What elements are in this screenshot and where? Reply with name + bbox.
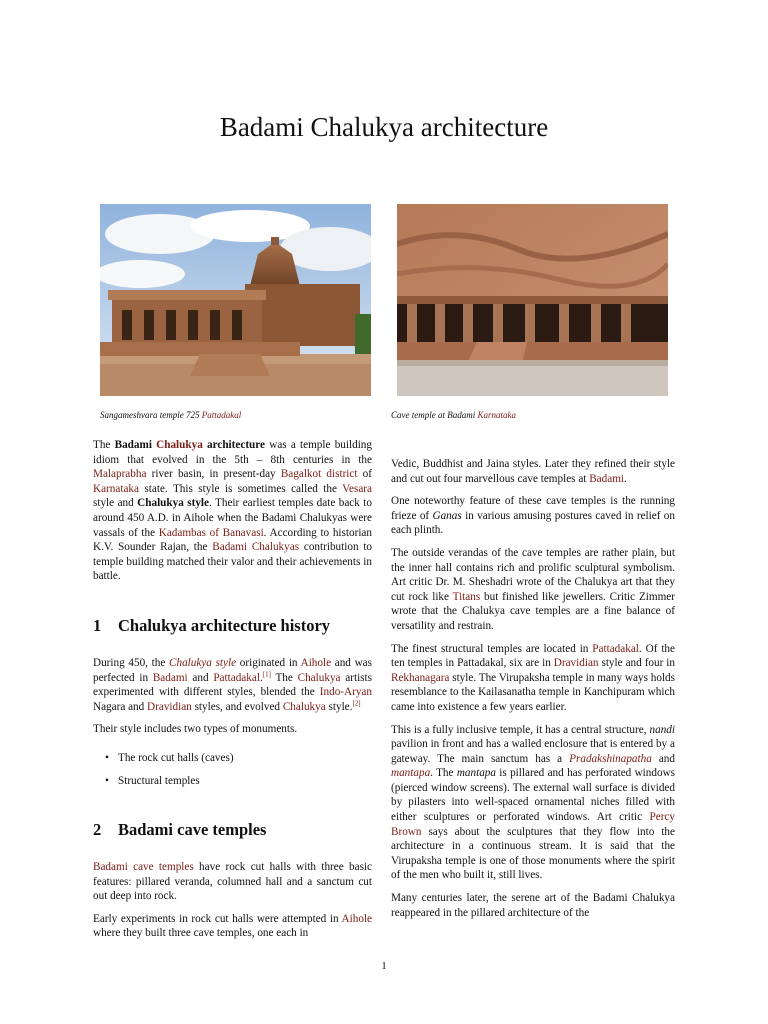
caption-link[interactable]: Karnataka [477, 410, 516, 420]
link-pradakshinapatha[interactable]: Pradakshinapatha [569, 752, 652, 765]
paragraph: Early experiments in rock cut halls were attempted in Aihole where they built three cave temples, one each in [93, 912, 372, 940]
cave-temple-photo[interactable] [397, 204, 668, 396]
figure-caption [100, 410, 371, 420]
list-item: • Structural temples [105, 774, 372, 789]
link-bagalkot[interactable]: Bagalkot district [280, 468, 358, 481]
figure-cave-temple [397, 204, 668, 396]
caption-text: Sangameshvara temple 725 [100, 410, 202, 420]
paragraph: This is a fully inclusive temple, it has a central structure, nandi pavilion in front and has a walled enclosure that is entered by a gateway. The main sanctum has a Pradakshinapatha and mantapa. The mantapa is pillared and has perforated windows (pierced window screens). The external wall surface is divided by pilasters into well-spaced ornamental niches filled with either sculptures or perforated windows. Art critic Percy Brown says about the sculptures that they flow into the architecture in a continuous stream. It is said that the Virupaksha temple is one of those monuments where the spirit of the men who built it, still lives. [391, 723, 675, 882]
paragraph: Vedic, Buddhist and Jaina styles. Later they refined their style and cut out four marvellous cave temples at Badami. [391, 458, 675, 485]
link-dravidian[interactable]: Dravidian [147, 700, 192, 713]
paragraph: During 450, the Chalukya style originated in Aihole and was perfected in Badami and Pattadakal.[1] The Chalukya artists experimented with different styles, blended the Indo-Aryan Nagara and Dravidian styles, and evolved Chalukya style.[2] [93, 656, 372, 713]
link-rekhanagara[interactable]: Rekhanagara [391, 671, 450, 684]
link-aihole[interactable]: Aihole [341, 912, 372, 925]
page-number: 1 [381, 960, 387, 972]
figure-caption [391, 410, 662, 420]
right-column [391, 457, 675, 928]
caption-text: Cave temple at Badami [391, 410, 478, 420]
link-chalukya[interactable]: Chalukya [156, 439, 203, 451]
link-vesara[interactable]: Vesara [342, 482, 372, 495]
link-aihole[interactable]: Aihole [300, 656, 332, 669]
link-titans[interactable]: Titans [452, 590, 481, 603]
link-chalukya[interactable]: Chalukya [297, 671, 341, 684]
reference-link[interactable]: [1] [262, 669, 271, 678]
link-badami[interactable]: Badami [589, 472, 625, 485]
reference-link[interactable]: [2] [352, 698, 361, 707]
left-column [93, 438, 372, 949]
page-title: Badami Chalukya architecture [219, 112, 549, 142]
link-badami-cave-temples[interactable]: Badami cave temples [93, 861, 194, 874]
link-percy-brown[interactable]: Percy Brown [391, 811, 675, 838]
link-karnataka[interactable]: Karnataka [93, 482, 139, 495]
section-heading: 1 Chalukya architecture history [93, 615, 331, 635]
link-chalukya[interactable]: Chalukya [282, 700, 326, 713]
figure-sangameshvara [100, 204, 371, 396]
paragraph: Badami cave temples have rock cut halls with three basic features: pillared veranda, columned hall and a sanctum cut out deep into rock. [93, 861, 372, 903]
temple-photo[interactable] [100, 204, 371, 396]
link-pattadakal[interactable]: Pattadakal [592, 642, 639, 655]
link-dravidian[interactable]: Dravidian [553, 657, 599, 670]
paragraph: Many centuries later, the serene art of the Badami Chalukya reappeared in the pillared architecture of the [391, 892, 675, 919]
section-heading: 2 Badami cave temples [93, 820, 267, 840]
paragraph: One noteworthy feature of these cave temples is the running frieze of Ganas in various amusing postures caved in relief on each plinth. [391, 495, 675, 537]
link-indo-aryan[interactable]: Indo-Aryan [319, 686, 372, 699]
paragraph: The outside verandas of the cave temples are rather plain, but the inner hall contains rich and prolific sculptural symbolism. Art critic Dr. M. Sheshadri wrote of the Chalukya art that they cut rock like Titans but finished like jewellers. Critic Zimmer wrote that the Chalukya cave temples are a fine balance of versatility and restrain. [391, 546, 675, 632]
intro-paragraph: The Badami Chalukya architecture was a temple building idiom that evolved in the 5th – 8th centuries in the Malaprabha river basin, in present-day Bagalkot district of Karnataka state. This style is sometimes called the Vesara style and Chalukya style. Their earliest temples date back to around 450 A.D. in Aihole when the Badami Chalukyas were vassals of the Kadambas of Banavasi. According to historian K.V. Sounder Rajan, the Badami Chalukyas contribution to temple building matched their valor and their achievements in battle. [93, 439, 373, 583]
link-pattadakal[interactable]: Pattadakal [213, 671, 260, 684]
monument-types-list [93, 751, 372, 788]
link-badami[interactable]: Badami [152, 671, 188, 684]
link-mantapa[interactable]: mantapa [391, 767, 431, 780]
link-kadambas[interactable]: Kadambas of Banavasi [158, 526, 264, 539]
caption-link[interactable]: Pattadakal [201, 410, 242, 420]
link-badami-chalukyas[interactable]: Badami Chalukyas [212, 541, 300, 554]
paragraph: Their style includes two types of monuments. [93, 723, 298, 736]
paragraph: The finest structural temples are located in Pattadakal. Of the ten temples in Pattadakal, six are in Dravidian style and four in Rekhanagara style. The Virupaksha temple in many ways holds resemblance to the Kailasanatha temple in Kanchipuram which came into existence a few years earlier. [391, 642, 675, 713]
list-item: • The rock cut halls (caves) [105, 751, 372, 766]
link-malaprabha[interactable]: Malaprabha [93, 468, 147, 481]
link-chalukya-style[interactable]: Chalukya style [169, 656, 237, 669]
